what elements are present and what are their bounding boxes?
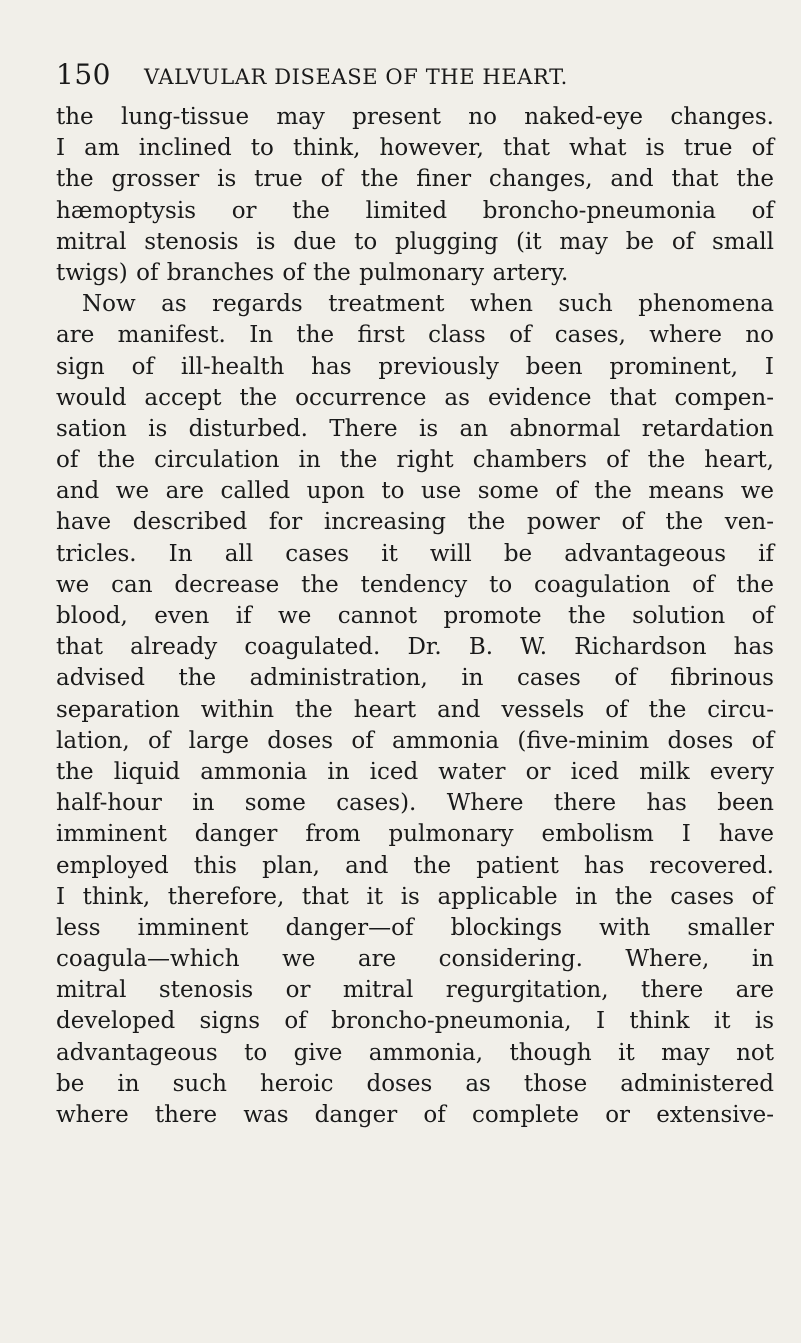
text-line: Now as regards treatment when such phenomena	[82, 291, 774, 318]
text-line: advantageous to give ammonia, though it may not	[56, 1039, 774, 1066]
text-line: separation within the heart and vessels of the circu-	[56, 696, 774, 723]
text-line: the lung-tissue may present no naked-eye changes.	[56, 104, 774, 130]
text-line: half-hour in some cases). Where there has been	[56, 790, 774, 817]
text-line: coagula—which we are considering. Where, in	[56, 946, 774, 973]
running-title: VALVULAR DISEASE OF THE HEART.	[144, 65, 568, 89]
text-line: hæmoptysis or the limited broncho-pneumonia of	[56, 197, 774, 224]
body-text	[56, 102, 774, 1131]
text-line: imminent danger from pulmonary embolism I have	[56, 821, 774, 848]
text-line: less imminent danger—of blockings with smaller	[56, 914, 774, 941]
text-line: sign of ill-health has previously been prominent, I	[56, 353, 774, 380]
text-line: twigs) of branches of the pulmonary artery.	[56, 259, 569, 286]
text-line: I am inclined to think, however, that what is true of	[56, 135, 774, 162]
text-line: sation is disturbed. There is an abnormal retardation	[56, 415, 774, 442]
running-head	[56, 58, 775, 98]
text-line: advised the administration, in cases of fibrinous	[56, 665, 774, 692]
text-line: the liquid ammonia in iced water or iced milk every	[56, 758, 774, 785]
text-line: the grosser is true of the finer changes, and that the	[56, 166, 774, 193]
text-line: lation, of large doses of ammonia (five-minim doses of	[56, 727, 774, 754]
text-line: of the circulation in the right chambers of the heart,	[56, 447, 774, 474]
text-line: be in such heroic doses as those administered	[56, 1070, 774, 1097]
text-line: where there was danger of complete or extensive-	[56, 1102, 774, 1128]
text-line: that already coagulated. Dr. B. W. Richardson has	[56, 634, 774, 661]
text-line: employed this plan, and the patient has recovered.	[56, 852, 774, 879]
text-line: tricles. In all cases it will be advantageous if	[56, 540, 774, 567]
text-line: mitral stenosis or mitral regurgitation, there are	[56, 977, 774, 1004]
text-line: developed signs of broncho-pneumonia, I think it is	[56, 1008, 774, 1035]
text-line: blood, even if we cannot promote the solution of	[56, 603, 774, 629]
text-line: and we are called upon to use some of the means we	[56, 478, 774, 505]
text-line: would accept the occurrence as evidence that compen-	[56, 384, 774, 411]
text-line: are manifest. In the first class of cases, where no	[56, 322, 774, 349]
text-line: have described for increasing the power of the ven-	[56, 509, 774, 536]
page-number: 150	[56, 58, 111, 91]
text-line: we can decrease the tendency to coagulation of the	[56, 571, 774, 598]
text-line: mitral stenosis is due to plugging (it may be of small	[56, 228, 774, 255]
text-line: I think, therefore, that it is applicable in the cases of	[56, 883, 774, 910]
